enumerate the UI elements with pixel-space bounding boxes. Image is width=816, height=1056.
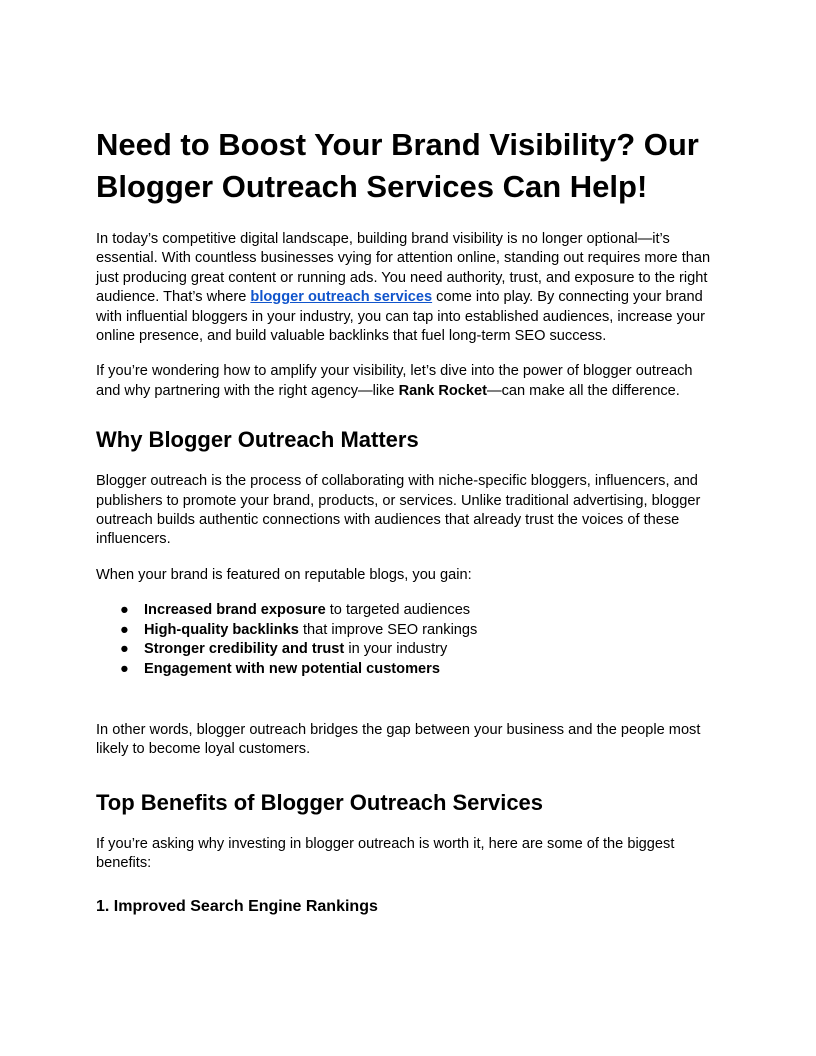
page-title: Need to Boost Your Brand Visibility? Our Blogger Outreach Services Can Help! — [96, 127, 699, 204]
section1-paragraph: Blogger outreach is the process of collaborating with niche-specific bloggers, influencers, and publishers to promote your brand, products, or services. Unlike traditional advertising, blogger outreach builds authentic connections with audiences that already trust the voices of these influencers. — [96, 473, 701, 548]
list-item-bold: Stronger credibility and trust — [144, 641, 345, 658]
bullet-icon: ● — [120, 602, 129, 619]
list-item-bold: High-quality backlinks — [144, 621, 299, 638]
section-heading-why: Why Blogger Outreach Matters — [96, 427, 419, 453]
subheading-improved-rankings: 1. Improved Search Engine Rankings — [96, 897, 378, 915]
list-item-bold: Increased brand exposure — [144, 602, 326, 619]
section-heading-benefits: Top Benefits of Blogger Outreach Services — [96, 789, 544, 815]
list-item — [96, 640, 720, 659]
blogger-outreach-services-link[interactable]: blogger outreach services — [250, 289, 433, 306]
list-item-bold: Engagement with new potential customers — [144, 660, 440, 677]
list-item-text: in your industry — [344, 641, 448, 658]
bullet-icon: ● — [120, 660, 129, 677]
intro2-text-1: If you’re wondering how to amplify your visibility, let’s dive into the power of blogger outreach and why partnering with the right agency—like — [96, 363, 693, 399]
list-item — [96, 621, 720, 640]
intro-text-1: In today’s competitive digital landscape, building brand visibility is no longer optional—it’s essential. With countless businesses vying for attention online, standing out requires more than just producing great content or running ads. You need authority, trust, and exposure to the right audience. That’s where — [96, 231, 711, 306]
benefits-bullet-list — [96, 601, 720, 679]
bullet-icon: ● — [120, 621, 129, 638]
section1-lead-in: When your brand is featured on reputable blogs, you gain: — [96, 566, 472, 583]
section2-paragraph: If you’re asking why investing in blogger outreach is worth it, here are some of the biggest benefits: — [96, 835, 675, 872]
rank-rocket-bold: Rank Rocket — [398, 382, 487, 399]
intro-text-2: come into play. By connecting your brand with influential bloggers in your industry, you can tap into established audiences, increase your online presence, and build valuable backlinks that fuel long-term SEO success. — [96, 289, 705, 345]
list-item — [96, 601, 720, 620]
intro2-text-2: —can make all the difference. — [486, 382, 680, 399]
list-item — [96, 660, 720, 679]
intro2-paragraph — [96, 362, 720, 401]
section1-closing: In other words, blogger outreach bridges the gap between your business and the people most likely to become loyal customers. — [96, 721, 701, 758]
list-item-text: that improve SEO rankings — [298, 621, 478, 638]
list-item-text: to targeted audiences — [325, 602, 471, 619]
bullet-icon: ● — [120, 641, 129, 658]
intro-paragraph — [96, 230, 720, 346]
